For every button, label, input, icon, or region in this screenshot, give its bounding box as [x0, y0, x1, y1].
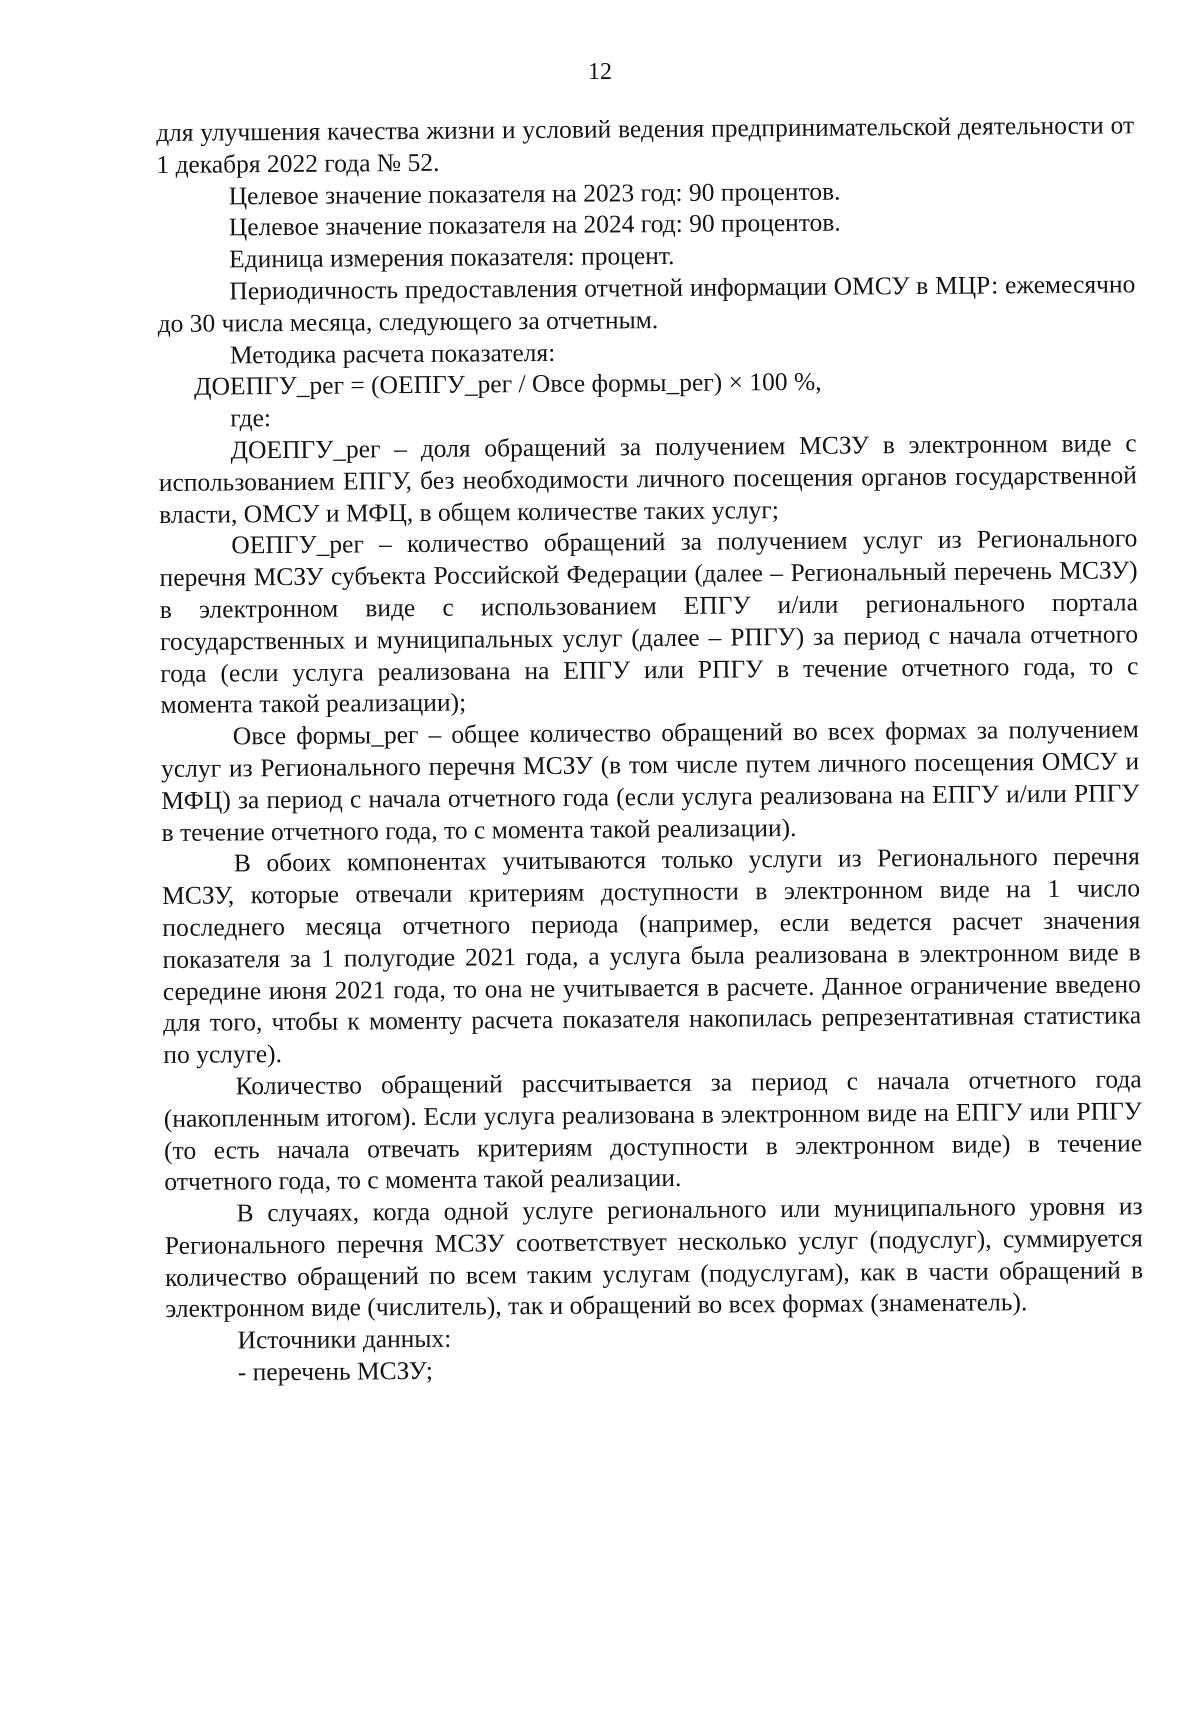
document-body	[156, 109, 1144, 1389]
paragraph: В случаях, когда одной услуге регионального или муниципального уровня из Регионального перечня МСЗУ соответствует несколько услуг (подуслуг), суммируется количество обращений по всем таким услугам (подуслугам), как в части обращений в электронном виде (числитель), так и обращений во всех формах (знаменатель).	[164, 1191, 1144, 1324]
paragraph: Количество обращений рассчитывается за период с начала отчетного года (накопленным итогом). Если услуга реализована в электронном виде на ЕПГУ или РПГУ (то есть начала отвечать критериям доступности в электронном виде) в течение отчетного года, то с момента такой реализации.	[163, 1064, 1143, 1197]
paragraph: Периодичность предоставления отчетной информации ОМСУ в МЦР: ежемесячно до 30 числа месяца, следующего за отчетным.	[157, 269, 1136, 338]
paragraph: где:	[230, 403, 272, 433]
paragraph: Методика расчета показателя:	[229, 337, 556, 370]
definition-oepgu: ОЕПГУ_рег – количество обращений за получением услуг из Регионального перечня МСЗУ субъекта Российской Федерации (далее – Региональный перечень МСЗУ) в электронном виде с использованием ЕПГУ и/или регионального портала государственных и муниципальных услуг (далее – РПГУ) за период с начала отчетного года (если услуга реализована на ЕПГУ или РПГУ в течение отчетного года, то с момента такой реализации);	[159, 523, 1139, 720]
list-item: - перечень МСЗУ;	[237, 1355, 434, 1387]
paragraph: Целевое значение показателя на 2024 год: 90 процентов.	[228, 208, 841, 242]
definition-doepgu: ДОЕПГУ_рег – доля обращений за получением МСЗУ в электронном виде с использованием ЕПГУ, без необходимости личного посещения органов государственной власти, ОМСУ и МФЦ, в общем количестве таких услуг;	[158, 428, 1137, 529]
paragraph: В обоих компонентах учитываются только услуги из Регионального перечня МСЗУ, которые отвечали критериям доступности в электронном виде на 1 число последнего месяца отчетного периода (например, если ведется расчет значения показателя за 1 полугодие 2021 года, а услуга была реализована в электронном виде в середине июня 2021 года, то она не учитывается в расчете. Данное ограничение введено для того, чтобы к моменту расчета показателя накопилась репрезентативная статистика по услуге).	[162, 841, 1142, 1070]
definition-ovse: Овсе формы_рег – общее количество обращений во всех формах за получением услуг из Регионального перечня МСЗУ (в том числе путем личного посещения ОМСУ и МФЦ) за период с начала отчетного года (если услуга реализована на ЕПГУ и/или РПГУ в течение отчетного года, то с момента такой реализации).	[161, 714, 1140, 847]
paragraph: Единица измерения показателя: процент.	[229, 241, 675, 274]
paragraph: для улучшения качества жизни и условий ведения предпринимательской деятельности от 1 декабря 2022 года № 52.	[156, 110, 1135, 179]
page-number: 12	[588, 59, 612, 85]
formula: ДОЕПГУ_рег = (ОЕПГУ_рег / Овсе формы_рег) × 100 %,	[194, 367, 822, 402]
paragraph: Целевое значение показателя на 2023 год: 90 процентов.	[228, 176, 841, 211]
paragraph: Источники данных:	[237, 1324, 452, 1355]
